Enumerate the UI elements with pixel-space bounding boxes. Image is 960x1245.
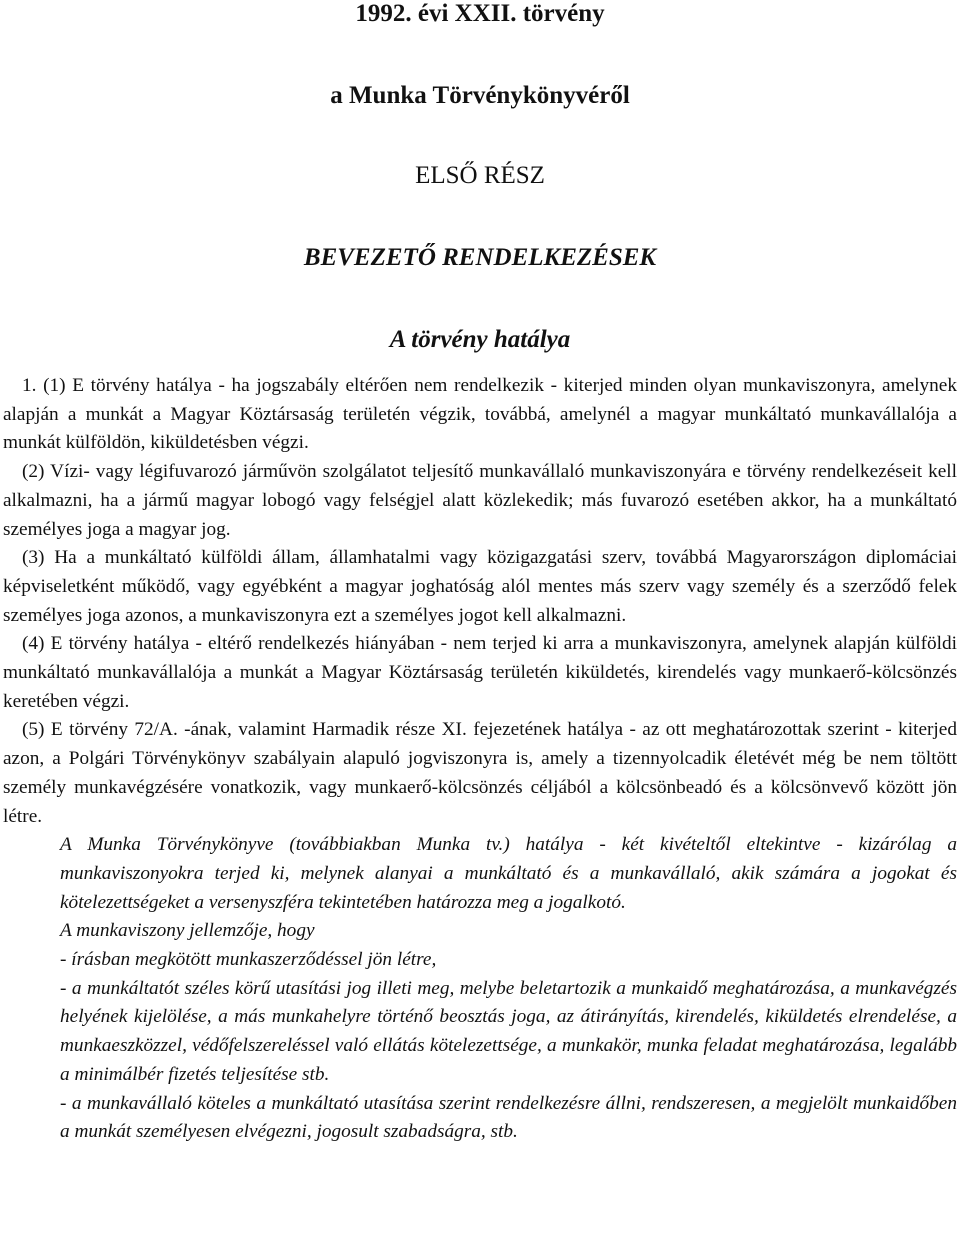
commentary-item-3: - a munkavállaló köteles a munkáltató utasítása szerint rendelkezésre állni, rendszeresen, a megjelölt munkaidőben a munkát személyesen elvégezni, jogosult szabadságra, stb. bbox=[60, 1092, 957, 1143]
paragraph-5: (5) E törvény 72/A. -ának, valamint Harmadik része XI. fejezetének hatálya - az ott meghatározottak szerint - kiterjed azon, a Polgári Törvénykönyv szabályain alapuló jogviszonyra is, amely a tizennyolcadik életévét még be nem töltött személy munkavégzésére vonatkozik, vagy munkaerő-kölcsönzés céljából a kölcsönbeadó és a kölcsönvevő között jön létre. bbox=[3, 719, 957, 827]
part-heading: ELSŐ RÉSZ bbox=[415, 162, 545, 189]
commentary-item-1: - írásban megkötött munkaszerződéssel jön létre, bbox=[60, 949, 437, 971]
paragraph-4: (4) E törvény hatálya - eltérő rendelkezés hiányában - nem terjed ki arra a munkaviszonyra, amelynek alapján külföldi munkáltató munkavállalója a munkát a Magyar Köztársaság területén kiküldetés, kirendelés vagy munkaerő-kölcsönzés keretében végzi. bbox=[3, 633, 957, 712]
body-text bbox=[3, 372, 957, 1147]
law-title: 1992. évi XXII. törvény bbox=[355, 0, 605, 27]
paragraph-2: (2) Vízi- vagy légifuvarozó járművön szolgálatot teljesítő munkavállaló munkaviszonyára e törvény rendelkezéseit kell alkalmazni, ha a jármű magyar lobogó vagy felségjel alatt közlekedik; más fuvarozó esetében akkor, ha a munkáltató személyes joga a magyar jog. bbox=[3, 461, 957, 540]
commentary-feature-lead: A munkaviszony jellemzője, hogy bbox=[60, 920, 315, 942]
commentary-block bbox=[3, 831, 957, 1147]
law-subtitle: a Munka Törvénykönyvéről bbox=[330, 82, 630, 109]
commentary-intro: A Munka Törvénykönyve (továbbiakban Munka tv.) hatálya - két kivételtől eltekintve - kizárólag a munkaviszonyokra terjed ki, melynek alanyai a munkáltató és a munkavállaló, akik számára a jogokat és kötelezettségeket a versenyszféra tekintetében határozza meg a jogalkotó. bbox=[60, 834, 957, 913]
commentary-item-2: - a munkáltatót széles körű utasítási jog illeti meg, melybe beletartozik a munkaidő meghatározása, a munkavégzés helyének kijelölése, a más munkahelyre történő beosztás joga, az átirányítás, kirendelés, kiküldetés elrendelése, a munkaeszközzel, védőfelszereléssel való ellátás kötelezettsége, a munkakör, munka feladat meghatározása, legalább a minimálbér fizetés teljesítése stb. bbox=[60, 977, 957, 1085]
scope-heading: A törvény hatálya bbox=[389, 326, 571, 353]
paragraph-1: 1. (1) E törvény hatálya - ha jogszabály eltérően nem rendelkezik - kiterjed minden olyan munkaviszonyra, amelynek alapján a munkát a Magyar Köztársaság területén végzik, továbbá, amelynél a magyar munkáltató munkavállalója a munkát külföldön, kiküldetésben végzi. bbox=[3, 375, 957, 454]
paragraph-3: (3) Ha a munkáltató külföldi állam, államhatalmi vagy közigazgatási szerv, továbbá Magyarországon diplomáciai képviseletként működő, vagy egyébként a magyar joghatóság alól mentes más szerv vagy személy és a szerződő felek személyes joga azonos, a munkaviszonyra ezt a személyes jogot kell alkalmazni. bbox=[3, 547, 957, 626]
section-heading: BEVEZETŐ RENDELKEZÉSEK bbox=[303, 244, 657, 271]
